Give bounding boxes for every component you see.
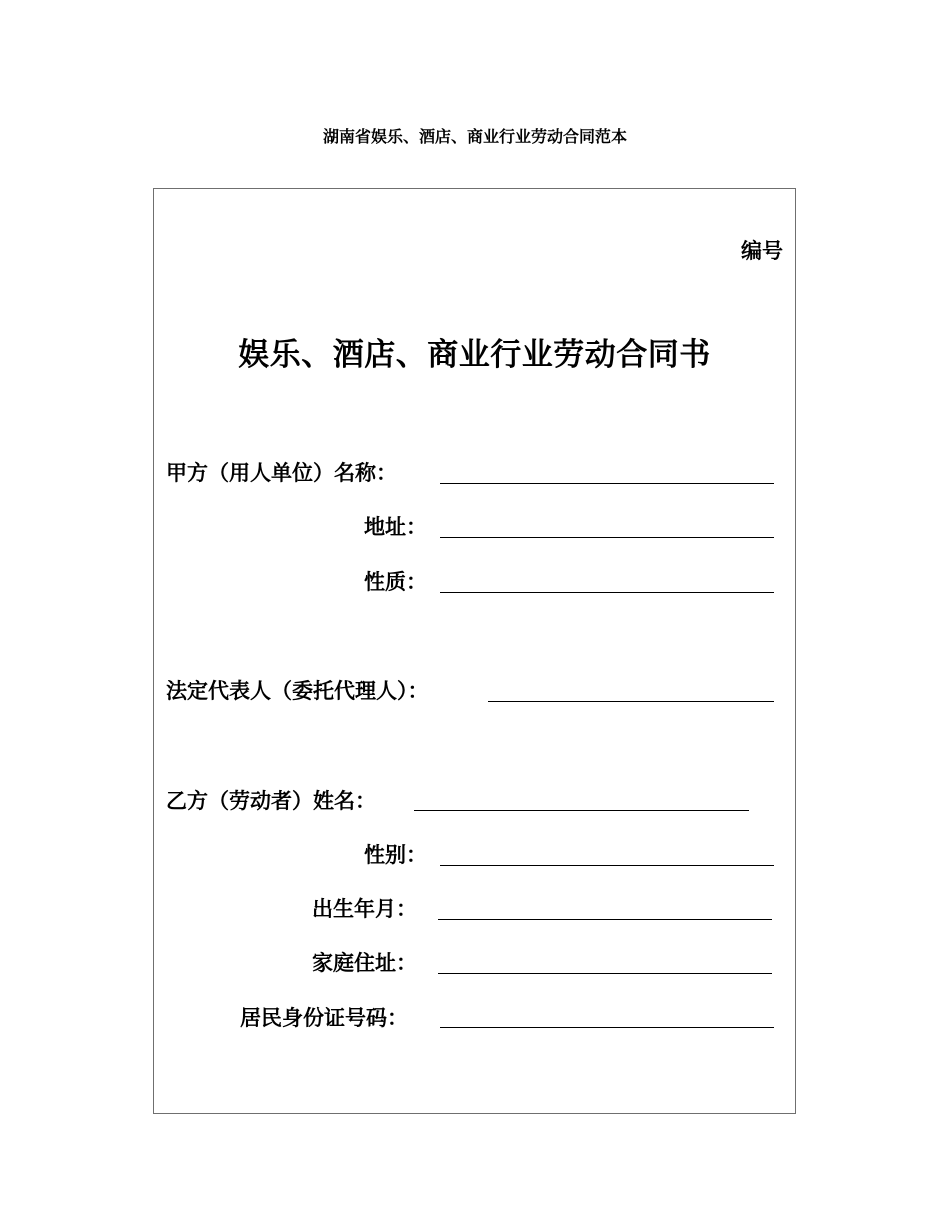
party-a-address-field[interactable] bbox=[440, 537, 774, 538]
party-b-name-label: 乙方（劳动者）姓名： bbox=[166, 788, 376, 813]
party-b-home-address-field[interactable] bbox=[438, 973, 772, 974]
party-a-nature-field[interactable] bbox=[440, 592, 774, 593]
party-b-home-address-label: 家庭住址： bbox=[312, 950, 417, 975]
contract-cover-frame bbox=[153, 188, 796, 1114]
legal-rep-field[interactable] bbox=[488, 701, 774, 702]
legal-rep-label: 法定代表人（委托代理人）： bbox=[166, 678, 429, 703]
party-a-name-label: 甲方（用人单位）名称： bbox=[166, 460, 397, 485]
party-b-name-field[interactable] bbox=[414, 810, 749, 811]
party-a-address-label: 地址： bbox=[364, 514, 427, 539]
party-b-id-number-label: 居民身份证号码： bbox=[240, 1005, 408, 1030]
serial-number-label: 编号 bbox=[741, 238, 783, 263]
party-a-name-field[interactable] bbox=[440, 483, 774, 484]
party-b-birth-label: 出生年月： bbox=[312, 896, 417, 921]
party-b-gender-field[interactable] bbox=[440, 865, 774, 866]
party-a-nature-label: 性质： bbox=[364, 569, 427, 594]
contract-title: 娱乐、酒店、商业行业劳动合同书 bbox=[238, 337, 711, 373]
page-header-title: 湖南省娱乐、酒店、商业行业劳动合同范本 bbox=[322, 127, 627, 146]
party-b-birth-field[interactable] bbox=[438, 919, 772, 920]
party-b-id-number-field[interactable] bbox=[440, 1027, 774, 1028]
party-b-gender-label: 性别： bbox=[364, 842, 427, 867]
